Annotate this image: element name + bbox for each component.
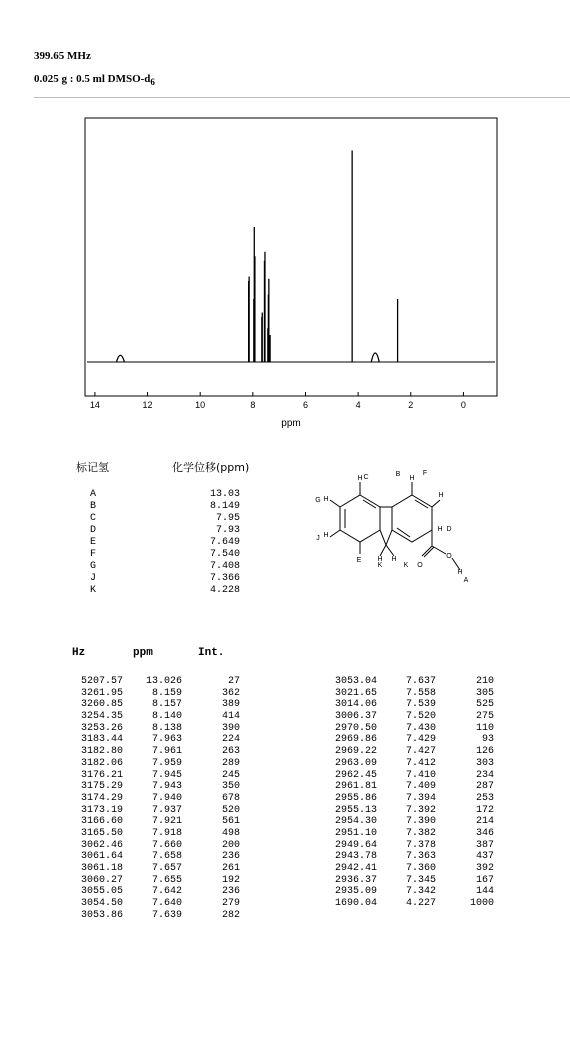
- peak-hz: 2961.81: [334, 781, 377, 793]
- peak-row: [68, 840, 258, 852]
- peak-row: [68, 758, 258, 770]
- peak-row: [68, 711, 258, 723]
- peak-ppm: 7.360: [405, 863, 436, 874]
- peak-ppm: 7.921: [151, 816, 182, 828]
- sample-description: [34, 73, 155, 87]
- peak-int: 236: [221, 886, 240, 898]
- peak-row: [68, 886, 258, 898]
- assignment-shift: 7.408: [209, 561, 240, 572]
- peak-ppm: 7.660: [151, 839, 182, 851]
- atom-label: K: [377, 562, 383, 569]
- peak-hz: 3014.06: [334, 699, 377, 711]
- peak-row: [322, 886, 512, 898]
- assignment-col-label: 标记氢: [76, 461, 109, 474]
- peak-hz: 3054.50: [80, 898, 123, 910]
- peak-row: [68, 781, 258, 793]
- assignment-row: [90, 537, 240, 549]
- peak-hz: 2962.45: [334, 769, 377, 781]
- assignment-shift: 7.649: [209, 537, 240, 548]
- peak-int: 350: [221, 781, 240, 793]
- assignment-shift: 7.93: [215, 525, 240, 536]
- peak-ppm: 7.655: [151, 874, 182, 886]
- atom-label: H: [323, 532, 329, 539]
- peak-int: 282: [221, 909, 240, 921]
- atom-label: E: [356, 557, 362, 564]
- peak-ppm: 7.918: [151, 827, 182, 839]
- peak-int: 27: [227, 676, 240, 687]
- peak-ppm: 4.227: [405, 898, 436, 910]
- peak-int: 392: [475, 863, 494, 874]
- peak-hz: 2969.22: [334, 746, 377, 758]
- peak-int: 678: [221, 792, 240, 804]
- assignment-label: D: [90, 525, 97, 536]
- peak-hz: 1690.04: [334, 898, 377, 910]
- assignment-shift: 13.03: [209, 489, 240, 500]
- bond: [432, 546, 446, 554]
- peak-int: 261: [221, 863, 240, 874]
- left-benzene-ring: [340, 495, 380, 542]
- peak-int: 498: [221, 827, 240, 839]
- assignment-label: E: [90, 537, 97, 548]
- peak-int: 234: [475, 769, 494, 781]
- peak-int: 520: [221, 804, 240, 816]
- peak-ppm: 8.138: [151, 722, 182, 734]
- assignment-list: [90, 489, 240, 597]
- x-tick-label: 12: [142, 400, 153, 410]
- x-tick-label: 8: [250, 400, 256, 410]
- peak-ppm: 7.382: [405, 827, 436, 839]
- peak-int: 362: [221, 687, 240, 699]
- peak-row: [68, 851, 258, 863]
- peak-hz: 3182.80: [80, 746, 123, 758]
- peak-ppm: 8.140: [151, 711, 182, 723]
- peak-int: 214: [475, 816, 494, 828]
- peak-ppm: 7.937: [151, 804, 182, 816]
- peak-row: [322, 723, 512, 735]
- peak-row: [322, 781, 512, 793]
- peak-ppm: 13.026: [145, 676, 182, 687]
- peak-ppm: 8.159: [151, 687, 182, 699]
- spectrum-peaks: [116, 151, 397, 363]
- peak-int: 389: [221, 699, 240, 711]
- assignment-label: B: [90, 501, 97, 512]
- peak-row: [322, 840, 512, 852]
- peak-ppm: 7.378: [405, 839, 436, 851]
- peak-row: [322, 898, 512, 910]
- peak-hz: 3183.44: [80, 734, 123, 746]
- peak-int: 414: [221, 711, 240, 723]
- peak-int: 224: [221, 734, 240, 746]
- peak-int: 525: [475, 699, 494, 711]
- nmr-spectrum-chart: [0, 110, 570, 440]
- sample-main-text: 0.025 g : 0.5 ml DMSO-d: [34, 73, 151, 85]
- molecule-structure: [300, 470, 500, 600]
- peak-hz: 3261.95: [80, 687, 123, 699]
- peak-hz: 3053.86: [80, 909, 123, 921]
- peak-hz: 2969.86: [334, 734, 377, 746]
- spectrum-peak: [371, 353, 379, 362]
- atom-label: B: [395, 471, 401, 478]
- assignment-row: [90, 525, 240, 537]
- peak-ppm: 7.945: [151, 769, 182, 781]
- header-divider: [34, 97, 570, 98]
- assignment-shift: 7.95: [215, 513, 240, 524]
- peak-row: [68, 699, 258, 711]
- peak-hz: 5207.57: [80, 676, 123, 687]
- peak-ppm: 7.410: [405, 769, 436, 781]
- peak-int: 126: [475, 746, 494, 758]
- peak-col-ppm: ppm: [133, 647, 153, 659]
- peak-row: [322, 875, 512, 887]
- peak-row: [68, 734, 258, 746]
- peak-ppm: 7.637: [405, 676, 436, 687]
- peak-hz: 2970.50: [334, 722, 377, 734]
- peak-row: [68, 770, 258, 782]
- assignment-row: [90, 501, 240, 513]
- peak-int: 110: [475, 722, 494, 734]
- peak-row: [68, 676, 258, 688]
- bond: [330, 530, 340, 537]
- atom-label: G: [315, 497, 321, 504]
- peak-table-right: [322, 676, 512, 910]
- peak-ppm: 8.157: [151, 699, 182, 711]
- x-axis-ticks: [90, 392, 466, 410]
- peak-hz: 3062.46: [80, 839, 123, 851]
- peak-ppm: 7.539: [405, 699, 436, 711]
- atom-label: H: [438, 492, 444, 499]
- peak-ppm: 7.963: [151, 734, 182, 746]
- peak-hz: 2943.78: [334, 851, 377, 863]
- peak-int: 167: [475, 874, 494, 886]
- peak-hz: 3165.50: [80, 827, 123, 839]
- peak-int: 390: [221, 722, 240, 734]
- assignment-row: [90, 549, 240, 561]
- peak-hz: 3061.18: [80, 863, 123, 874]
- peak-int: 263: [221, 746, 240, 758]
- atom-label: H: [457, 569, 463, 576]
- peak-ppm: 7.520: [405, 711, 436, 723]
- peak-row: [322, 699, 512, 711]
- peak-int: 305: [475, 687, 494, 699]
- spectrum-peak: [116, 355, 124, 362]
- peak-row: [68, 723, 258, 735]
- atom-label: F: [422, 470, 428, 477]
- peak-ppm: 7.642: [151, 886, 182, 898]
- peak-row: [322, 816, 512, 828]
- peak-row: [322, 770, 512, 782]
- peak-col-hz: Hz: [72, 647, 86, 659]
- peak-ppm: 7.429: [405, 734, 436, 746]
- peak-row: [322, 676, 512, 688]
- peak-ppm: 7.390: [405, 816, 436, 828]
- peak-int: 172: [475, 804, 494, 816]
- peak-int: 561: [221, 816, 240, 828]
- assignment-row: [90, 573, 240, 585]
- peak-hz: 3260.85: [80, 699, 123, 711]
- assignment-label: J: [90, 573, 97, 584]
- peak-ppm: 7.409: [405, 781, 436, 793]
- peak-hz: 3254.35: [80, 711, 123, 723]
- peak-int: 303: [475, 757, 494, 769]
- atom-label: H: [437, 526, 443, 533]
- atom-label: H: [391, 556, 397, 563]
- peak-hz: 3253.26: [80, 722, 123, 734]
- peak-ppm: 7.363: [405, 851, 436, 863]
- peak-row: [322, 805, 512, 817]
- peak-row: [322, 793, 512, 805]
- peak-row: [68, 898, 258, 910]
- peak-row: [322, 851, 512, 863]
- peak-row: [68, 910, 258, 922]
- atom-label: O: [417, 562, 423, 569]
- peak-hz: 2935.09: [334, 886, 377, 898]
- peak-hz: 3166.60: [80, 816, 123, 828]
- atom-label: J: [316, 535, 320, 542]
- bond: [432, 500, 440, 507]
- peak-hz: 3021.65: [334, 687, 377, 699]
- peak-hz: 3060.27: [80, 874, 123, 886]
- peak-int: 200: [221, 839, 240, 851]
- peak-hz: 2955.13: [334, 804, 377, 816]
- peak-ppm: 7.430: [405, 722, 436, 734]
- assignment-label: G: [90, 561, 97, 572]
- atom-label: O: [446, 553, 452, 560]
- peak-ppm: 7.427: [405, 746, 436, 758]
- assignment-shift: 7.366: [209, 573, 240, 584]
- x-tick-label: 14: [89, 400, 100, 410]
- plot-frame: [85, 118, 497, 396]
- x-tick-label: 4: [355, 400, 361, 410]
- bond: [386, 545, 394, 556]
- peak-hz: 3173.19: [80, 804, 123, 816]
- peak-hz: 3176.21: [80, 769, 123, 781]
- right-benzene-ring: [392, 495, 432, 542]
- atom-label: D: [446, 526, 452, 533]
- assignment-label: C: [90, 513, 97, 524]
- peak-hz: 3006.37: [334, 711, 377, 723]
- peak-row: [68, 688, 258, 700]
- peak-row: [68, 828, 258, 840]
- assignment-shift: 4.228: [209, 585, 240, 596]
- peak-row: [322, 746, 512, 758]
- peak-hz: 3182.06: [80, 757, 123, 769]
- atom-label: H: [377, 556, 383, 563]
- peak-row: [322, 688, 512, 700]
- peak-hz: 2955.86: [334, 792, 377, 804]
- x-axis-label: ppm: [281, 418, 301, 429]
- peak-ppm: 7.961: [151, 746, 182, 758]
- x-tick-label: 2: [408, 400, 414, 410]
- peak-hz: 3055.05: [80, 886, 123, 898]
- bond: [380, 545, 386, 556]
- assignment-label: K: [90, 585, 97, 596]
- peak-ppm: 7.412: [405, 757, 436, 769]
- atom-label: C: [363, 474, 369, 481]
- peak-int: 192: [221, 874, 240, 886]
- peak-table-left: [68, 676, 258, 921]
- peak-ppm: 7.392: [405, 804, 436, 816]
- peak-ppm: 7.940: [151, 792, 182, 804]
- five-ring-bridge: [380, 530, 392, 545]
- peak-ppm: 7.943: [151, 781, 182, 793]
- x-tick-label: 0: [460, 400, 466, 410]
- peak-int: 253: [475, 792, 494, 804]
- x-tick-label: 10: [195, 400, 206, 410]
- x-tick-label: 6: [302, 400, 308, 410]
- peak-int: 289: [221, 757, 240, 769]
- sample-subscript: 6: [150, 77, 155, 88]
- peak-hz: 2963.09: [334, 757, 377, 769]
- peak-hz: 3175.29: [80, 781, 123, 793]
- peak-int: 275: [475, 711, 494, 723]
- peak-ppm: 7.639: [151, 909, 182, 921]
- ring-double-bond: [397, 528, 410, 537]
- spectrometer-frequency: 399.65 MHz: [34, 50, 91, 62]
- peak-ppm: 7.394: [405, 792, 436, 804]
- peak-ppm: 7.959: [151, 757, 182, 769]
- peak-int: 210: [475, 676, 494, 687]
- peak-ppm: 7.657: [151, 863, 182, 874]
- peak-row: [68, 793, 258, 805]
- peak-ppm: 7.558: [405, 687, 436, 699]
- peak-row: [322, 711, 512, 723]
- peak-hz: 2954.30: [334, 816, 377, 828]
- peak-row: [68, 816, 258, 828]
- peak-row: [68, 863, 258, 875]
- peak-hz: 3174.29: [80, 792, 123, 804]
- peak-hz: 2949.64: [334, 839, 377, 851]
- peak-row: [68, 746, 258, 758]
- assignment-row: [90, 561, 240, 573]
- assignment-row: [90, 513, 240, 525]
- peak-int: 1000: [469, 898, 494, 910]
- assignment-shift: 8.149: [209, 501, 240, 512]
- assignment-row: [90, 585, 240, 597]
- peak-row: [322, 734, 512, 746]
- peak-int: 236: [221, 851, 240, 863]
- atom-label: K: [403, 562, 409, 569]
- peak-int: 437: [475, 851, 494, 863]
- peak-hz: 3061.64: [80, 851, 123, 863]
- atom-label: H: [323, 496, 329, 503]
- assignment-label: F: [90, 549, 97, 560]
- peak-ppm: 7.640: [151, 898, 182, 910]
- peak-int: 287: [475, 781, 494, 793]
- atom-label: A: [463, 577, 469, 584]
- peak-row: [322, 863, 512, 875]
- peak-int: 387: [475, 839, 494, 851]
- peak-ppm: 7.658: [151, 851, 182, 863]
- peak-int: 144: [475, 886, 494, 898]
- bond: [330, 500, 340, 507]
- peak-hz: 2951.10: [334, 827, 377, 839]
- peak-int: 346: [475, 827, 494, 839]
- peak-int: 245: [221, 769, 240, 781]
- assignment-shift: 7.540: [209, 549, 240, 560]
- assignment-col-shift: 化学位移(ppm): [172, 461, 250, 474]
- peak-int: 93: [481, 734, 494, 746]
- peak-ppm: 7.345: [405, 874, 436, 886]
- peak-row: [322, 758, 512, 770]
- assignment-row: [90, 489, 240, 501]
- peak-hz: 2936.37: [334, 874, 377, 886]
- assignment-label: A: [90, 489, 97, 500]
- peak-ppm: 7.342: [405, 886, 436, 898]
- peak-col-int: Int.: [198, 647, 225, 659]
- peak-row: [68, 875, 258, 887]
- atom-label: H: [357, 475, 363, 482]
- peak-int: 279: [221, 898, 240, 910]
- peak-row: [68, 805, 258, 817]
- peak-hz: 3053.04: [334, 676, 377, 687]
- peak-hz: 2942.41: [334, 863, 377, 874]
- peak-row: [322, 828, 512, 840]
- atom-label: H: [409, 475, 415, 482]
